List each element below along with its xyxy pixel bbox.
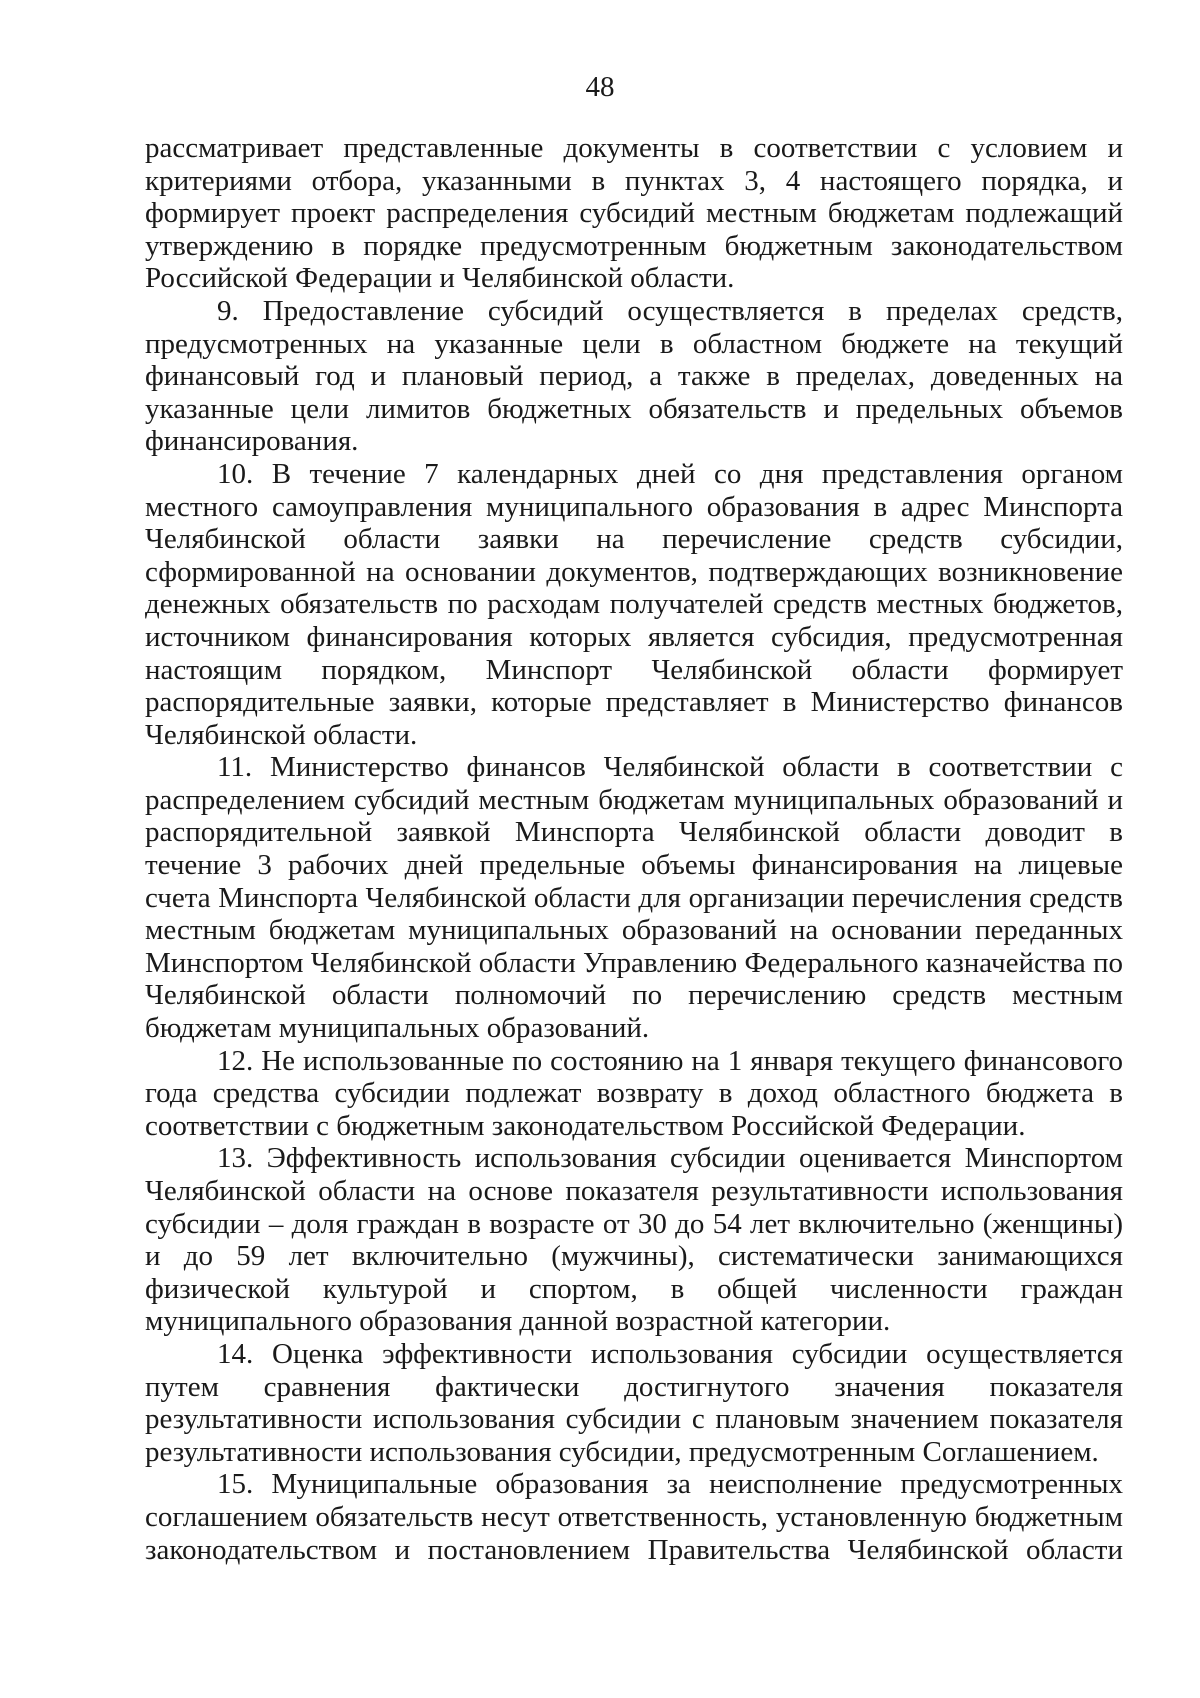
paragraph-item-10: 10. В течение 7 календарных дней со дня представления органом местного самоуправления муниципального образования в адрес Минспорта Челябинской области заявки на перечисление средств субсидии, сформированной на основании документов, подтверждающих возникновение денежных обязательств по расходам получателей средств местных бюджетов, источником финансирования которых является субсидия, предусмотренная настоящим порядком, Минспорт Челябинской области формирует распорядительные заявки, которые представляет в Министерство финансов Челябинской области.: [145, 457, 1123, 751]
document-body: [145, 132, 1123, 1566]
paragraph-item-14: 14. Оценка эффективности использования субсидии осуществляется путем сравнения фактически достигнутого значения показателя результативности использования субсидии с плановым значением показателя результативности использования субсидии, предусмотренным Соглашением.: [145, 1337, 1123, 1468]
paragraph-continuation: рассматривает представленные документы в соответствии с условием и критериями отбора, указанными в пунктах 3, 4 настоящего порядка, и формирует проект распределения субсидий местным бюджетам подлежащий утверждению в порядке предусмотренным бюджетным законодательством Российской Федерации и Челябинской области.: [145, 132, 1123, 295]
paragraph-item-13: 13. Эффективность использования субсидии оценивается Минспортом Челябинской области на основе показателя результативности использования субсидии – доля граждан в возрасте от 30 до 54 лет включительно (женщины) и до 59 лет включительно (мужчины), систематически занимающихся физической культурой и спортом, в общей численности граждан муниципального образования данной возрастной категории.: [145, 1142, 1123, 1338]
paragraph-item-12: 12. Не использованные по состоянию на 1 января текущего финансового года средства субсидии подлежат возврату в доход областного бюджета в соответствии с бюджетным законодательством Российской Федерации.: [145, 1044, 1123, 1142]
paragraph-item-9: 9. Предоставление субсидий осуществляется в пределах средств, предусмотренных на указанные цели в областном бюджете на текущий финансовый год и плановый период, а также в пределах, доведенных на указанные цели лимитов бюджетных обязательств и предельных объемов финансирования.: [145, 294, 1123, 458]
paragraph-item-11: 11. Министерство финансов Челябинской области в соответствии с распределением субсидий местным бюджетам муниципальных образований и распорядительной заявкой Минспорта Челябинской области доводит в течение 3 рабочих дней предельные объемы финансирования на лицевые счета Минспорта Челябинской области для организации перечисления средств местным бюджетам муниципальных образований на основании переданных Минспортом Челябинской области Управлению Федерального казначейства по Челябинской области полномочий по перечислению средств местным бюджетам муниципальных образований.: [145, 751, 1123, 1045]
paragraph-item-15: 15. Муниципальные образования за неисполнение предусмотренных соглашением обязательств несут ответственность, установленную бюджетным законодательством и постановлением Правительства Челябинской области: [145, 1468, 1123, 1566]
page-number: 48: [585, 71, 615, 103]
